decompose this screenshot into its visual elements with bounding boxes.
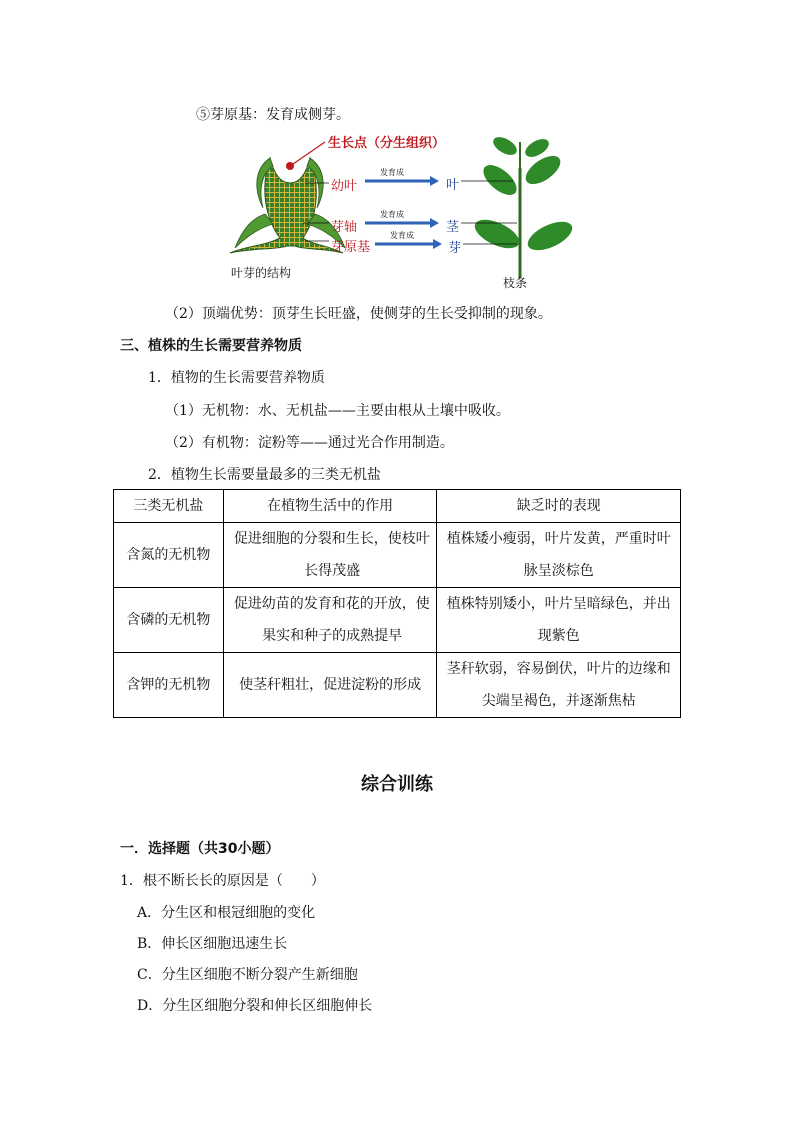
young-leaf-label: 幼叶	[331, 179, 358, 194]
intro-item: ⑤芽原基：发育成侧芽。	[196, 107, 350, 123]
bud-axis-label: 芽轴	[331, 220, 358, 235]
growth-point-label: 生长点（分生组织）	[328, 136, 446, 151]
salt-lack-line: 尖端呈褐色，并逐渐焦枯	[481, 693, 636, 709]
salt-role-line: 长得茂盛	[304, 563, 361, 579]
mc-section-title: 一．选择题（共30小题）	[120, 841, 280, 857]
arrow-label-2: 发育成	[380, 210, 404, 219]
question-stem: 1．根不断长长的原因是（ ）	[120, 873, 325, 889]
branch-leaf	[471, 214, 524, 254]
item-2: 2．植物生长需要量最多的三类无机盐	[148, 467, 381, 483]
item-1-1: （1）无机物：水、无机盐——主要由根从土壤中吸收。	[165, 403, 510, 419]
leaf-bud-caption: 叶芽的结构	[231, 266, 292, 280]
salt-name: 含氮的无机物	[114, 523, 224, 588]
table-row	[114, 523, 681, 588]
salt-lack	[437, 588, 681, 653]
option-d[interactable]: D．分生区细胞分裂和伸长区细胞伸长	[137, 998, 373, 1014]
section-title: 三、植株的生长需要营养物质	[120, 338, 302, 354]
table-row	[114, 588, 681, 653]
leaf-label: 叶	[446, 178, 460, 193]
branch-caption: 枝条	[503, 276, 528, 290]
table-row	[114, 653, 681, 718]
bud-structure-diagram	[225, 128, 585, 298]
bud-body	[230, 158, 343, 253]
bud-label: 芽	[448, 241, 462, 256]
salt-lack	[437, 523, 681, 588]
branch-leaf	[524, 216, 577, 256]
branch-leaf	[490, 133, 520, 158]
salt-name: 含钾的无机物	[114, 653, 224, 718]
salt-lack-line: 脉呈淡棕色	[523, 563, 594, 579]
salt-lack-line: 植株特别矮小，叶片呈暗绿色，并出	[446, 596, 671, 612]
salt-role-line: 促进幼苗的发育和花的开放，使	[233, 596, 430, 612]
table-header: 三类无机盐	[114, 490, 224, 523]
branch-leaf	[522, 135, 552, 160]
growth-point	[286, 162, 294, 170]
bud-primordium-label: 芽原基	[331, 240, 371, 255]
salt-role	[223, 523, 437, 588]
table-header-row	[114, 490, 681, 523]
option-c[interactable]: C．分生区细胞不断分裂产生新细胞	[137, 967, 358, 983]
salt-name: 含磷的无机物	[114, 588, 224, 653]
table-header: 缺乏时的表现	[437, 490, 681, 523]
option-a[interactable]: A．分生区和根冠细胞的变化	[137, 905, 316, 921]
salt-lack	[437, 653, 681, 718]
salt-role-line: 促进细胞的分裂和生长，使枝叶	[233, 531, 430, 547]
branch-leaf	[521, 150, 565, 189]
salt-role-line: 果实和种子的成熟提早	[262, 628, 403, 644]
stem-label: 茎	[446, 220, 460, 235]
arrow-label-1: 发育成	[380, 168, 404, 177]
mineral-salt-table	[113, 489, 681, 718]
item-1: 1．植物的生长需要营养物质	[148, 370, 325, 386]
arrow-label-3: 发育成	[390, 231, 414, 240]
salt-lack-line: 植株矮小瘦弱，叶片发黄，严重时叶	[446, 531, 671, 547]
training-title: 综合训练	[361, 774, 433, 795]
table-header: 在植物生活中的作用	[223, 490, 437, 523]
apical-dominance: （2）顶端优势：顶芽生长旺盛，使侧芽的生长受抑制的现象。	[165, 306, 552, 322]
salt-lack-line: 茎秆软弱，容易倒伏，叶片的边缘和	[446, 661, 671, 677]
item-1-2: （2）有机物：淀粉等——通过光合作用制造。	[165, 435, 454, 451]
salt-lack-line: 现紫色	[537, 628, 580, 644]
salt-role	[223, 588, 437, 653]
salt-role: 使茎秆粗壮，促进淀粉的形成	[223, 653, 437, 718]
option-b[interactable]: B．伸长区细胞迅速生长	[137, 936, 288, 952]
branch-leaf	[478, 159, 521, 200]
